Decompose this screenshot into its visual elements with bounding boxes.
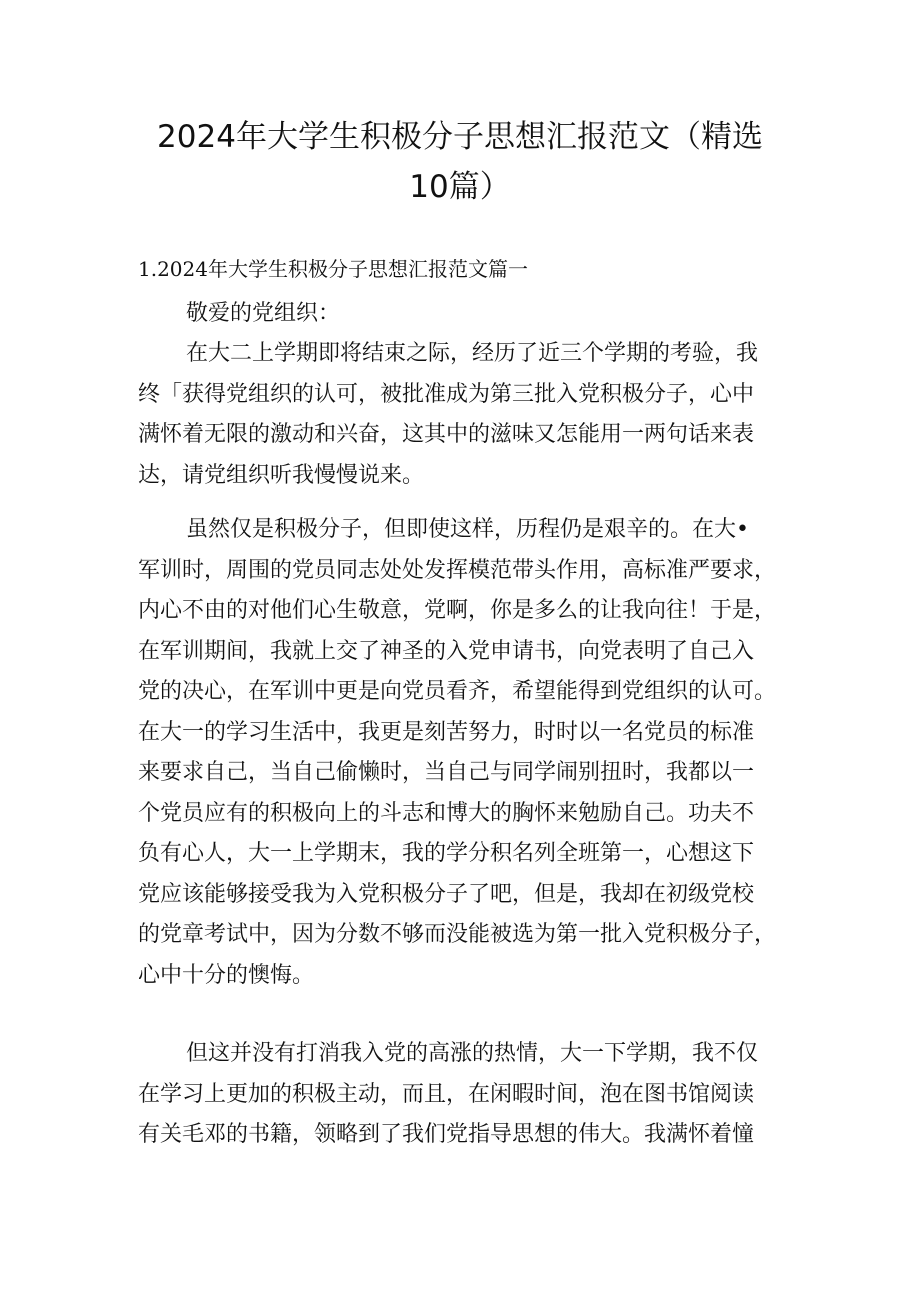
- paragraph-line: 但这并没有打消我入党的高涨的热情，大一下学期，我不仅: [186, 1041, 759, 1066]
- title-line-1: 2024年大学生积极分子思想汇报范文（精选: [157, 119, 763, 155]
- paragraph-line: 内心不由的对他们心生敬意，党啊，你是多么的让我向往！于是，: [138, 598, 777, 623]
- paragraph-line: 在大一的学习生活中，我更是刻苦努力，时时以一名党员的标准: [138, 719, 755, 745]
- paragraph-line: 达，请党组织听我慢慢说来。: [138, 462, 425, 488]
- paragraph-line: 党应该能够接受我为入党积极分子了吧，但是，我却在初级党校: [138, 881, 755, 907]
- paragraph-line: 在大二上学期即将结束之际，经历了近三个学期的考验，我: [186, 341, 759, 366]
- paragraph-line: 满怀着无限的激动和兴奋，这其中的滋味又怎能用一两句话来表: [138, 422, 755, 447]
- paragraph-line: 党的决心，在军训中更是向党员看齐，希望能得到党组织的认可。: [138, 679, 777, 704]
- paragraph-line: 负有心人，大一上学期末，我的学分积名列全班第一，心想这下: [138, 841, 755, 866]
- document-title: [150, 112, 770, 212]
- paragraph-3: [138, 1034, 788, 1156]
- paragraph-line: 在军训期间，我就上交了神圣的入党申请书，向党表明了自己入: [138, 638, 755, 664]
- paragraph-line: 来要求自己，当自己偷懒时，当自己与同学闹别扭时，我都以一: [138, 760, 755, 785]
- paragraph-line: 终「获得党组织的认可，被批准成为第三批入党积极分子，心中: [138, 381, 755, 407]
- paragraph-line: 有关毛邓的书籍，领略到了我们党指导思想的伟大。我满怀着憧: [138, 1122, 755, 1147]
- paragraph-line: 在学习上更加的积极主动，而且，在闲暇时间，泡在图书馆阅读: [138, 1081, 755, 1107]
- paragraph-line: 个党员应有的积极向上的斗志和博大的胸怀来勉励自己。功夫不: [138, 800, 755, 826]
- paragraph-1: [138, 334, 788, 496]
- paragraph-line: 的党章考试中，因为分数不够而没能被选为第一批入党积极分子，: [138, 922, 777, 947]
- salutation: 敬爱的党组织：: [186, 301, 341, 326]
- paragraph-line: 军训时，周围的党员同志处处发挥模范带头作用，高标准严要求，: [138, 557, 777, 583]
- paragraph-2: [138, 510, 788, 996]
- paragraph-line: 心中十分的懊悔。: [138, 962, 315, 988]
- paragraph-line: 虽然仅是积极分子，但即使这样，历程仍是艰辛的。在大•: [186, 517, 749, 542]
- title-line-2: 10篇）: [409, 169, 511, 205]
- section-heading: 1.2024年大学生积极分子思想汇报范文篇一: [138, 257, 528, 281]
